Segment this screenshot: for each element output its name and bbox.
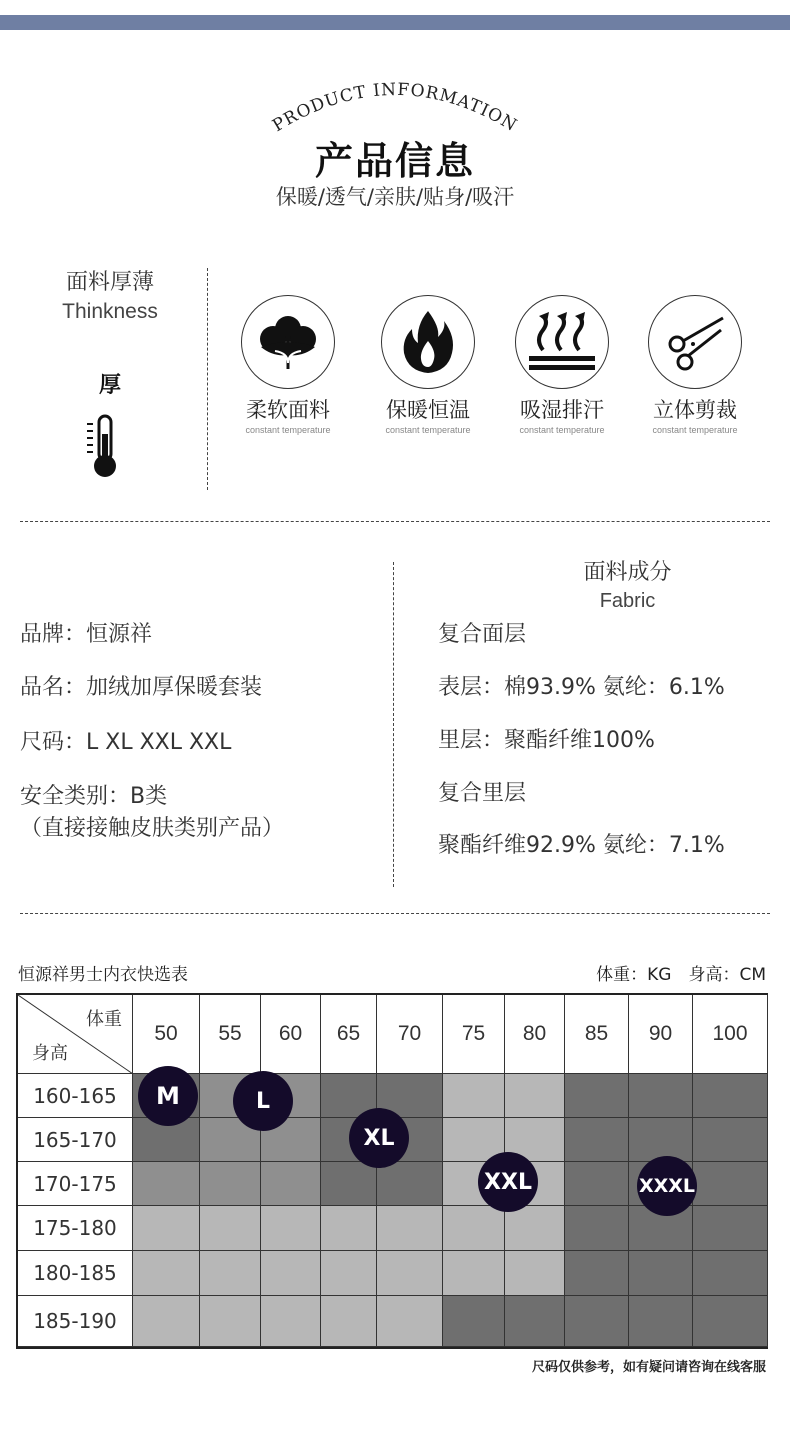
size-cell (261, 1296, 321, 1347)
feature-sublabel: constant temperature (385, 425, 471, 435)
corner-weight-label: 体重 (86, 1009, 122, 1030)
size-cell (321, 1206, 377, 1251)
size-cell (565, 1206, 629, 1251)
size-badge-xl: XL (349, 1108, 409, 1168)
size-cell (443, 1251, 505, 1296)
size-cell (505, 1251, 565, 1296)
spec-product-name: 品名：加绒加厚保暖套装 (20, 675, 263, 700)
weight-header: 80 (505, 995, 565, 1074)
weight-header: 75 (443, 995, 505, 1074)
size-cell (629, 1118, 693, 1162)
size-cell (629, 1296, 693, 1347)
thermometer-icon (83, 414, 123, 480)
size-cell (261, 1206, 321, 1251)
scissors-icon (663, 310, 727, 374)
size-badge-m: M (138, 1066, 198, 1126)
size-cell (443, 1296, 505, 1347)
feature-warmth (366, 295, 490, 435)
weight-header: 55 (200, 995, 261, 1074)
height-header: 160-165 (18, 1074, 133, 1118)
weight-header: 70 (377, 995, 443, 1074)
product-information-arc-text (0, 60, 790, 140)
size-note: 尺码仅供参考，如有疑问请咨询在线客服 (531, 1360, 766, 1375)
size-cell (565, 1251, 629, 1296)
size-cell (565, 1296, 629, 1347)
size-cell (200, 1162, 261, 1206)
page-subtitle: 保暖/透气/亲肤/贴身/吸汗 (275, 185, 515, 209)
table-corner-header (18, 995, 133, 1074)
fabric-line: 复合里层 (438, 781, 527, 806)
size-table-units: 体重：KG 身高：CM (596, 965, 766, 985)
specs-divider (393, 562, 394, 887)
cotton-icon (253, 307, 323, 377)
size-cell (565, 1074, 629, 1118)
weight-header: 90 (629, 995, 693, 1074)
section-divider (20, 521, 770, 522)
feature-sublabel: constant temperature (245, 425, 331, 435)
size-cell (443, 1206, 505, 1251)
size-cell (565, 1162, 629, 1206)
fabric-line: 表层：棉93.9% 氨纶：6.1% (438, 675, 725, 700)
spec-brand: 品牌：恒源祥 (20, 622, 153, 647)
size-cell (505, 1206, 565, 1251)
height-header: 185-190 (18, 1296, 133, 1347)
thickness-label-cn: 面料厚薄 (65, 270, 154, 295)
fabric-line: 里层：聚酯纤维100% (438, 728, 655, 753)
size-cell (321, 1296, 377, 1347)
size-cell (629, 1074, 693, 1118)
size-cell (321, 1162, 377, 1206)
size-cell (200, 1251, 261, 1296)
size-cell (133, 1206, 200, 1251)
size-table-title: 恒源祥男士内衣快选表 (18, 965, 188, 985)
height-header: 170-175 (18, 1162, 133, 1206)
fabric-line: 复合面层 (438, 622, 527, 647)
size-cell (133, 1162, 200, 1206)
size-cell (693, 1296, 768, 1347)
feature-label: 保暖恒温 (386, 398, 470, 422)
size-cell (133, 1296, 200, 1347)
weight-header: 85 (565, 995, 629, 1074)
size-cell (693, 1162, 768, 1206)
size-badge-xxl: XXL (478, 1152, 538, 1212)
fabric-title-en: Fabric (599, 590, 656, 612)
spec-safety: 安全类别：B类 (20, 784, 168, 809)
size-badge-l: L (233, 1071, 293, 1131)
size-cell (505, 1074, 565, 1118)
size-cell (377, 1206, 443, 1251)
thickness-value: 厚 (98, 373, 121, 398)
fabric-title-cn: 面料成分 (583, 560, 672, 585)
size-badge-xxxl: XXXL (637, 1156, 697, 1216)
size-cell (505, 1296, 565, 1347)
size-cell (565, 1118, 629, 1162)
size-cell (629, 1251, 693, 1296)
size-cell (693, 1118, 768, 1162)
top-accent-bar (0, 15, 790, 30)
size-cell (133, 1251, 200, 1296)
spec-sizes: 尺码：L XL XXL XXL (20, 730, 232, 755)
spec-safety-note: （直接接触皮肤类别产品） (20, 816, 285, 841)
size-cell (377, 1162, 443, 1206)
size-cell (377, 1251, 443, 1296)
height-header: 180-185 (18, 1251, 133, 1296)
weight-header: 50 (133, 995, 200, 1074)
size-cell (200, 1296, 261, 1347)
size-cell (377, 1296, 443, 1347)
feature-soft-fabric (226, 295, 350, 435)
height-header: 165-170 (18, 1118, 133, 1162)
size-cell (693, 1251, 768, 1296)
feature-sublabel: constant temperature (652, 425, 738, 435)
size-cell (693, 1206, 768, 1251)
size-cell (200, 1206, 261, 1251)
svg-text:PRODUCT INFORMATION: PRODUCT INFORMATION (269, 79, 521, 137)
fabric-line: 聚酯纤维92.9% 氨纶：7.1% (438, 833, 725, 858)
size-cell (261, 1162, 321, 1206)
feature-label: 吸湿排汗 (520, 398, 604, 422)
size-cell (693, 1074, 768, 1118)
feature-label: 柔软面料 (246, 398, 330, 422)
thickness-divider (207, 268, 208, 490)
feature-sublabel: constant temperature (519, 425, 605, 435)
page-title: 产品信息 (314, 139, 475, 183)
feature-3d-cut (633, 295, 757, 435)
size-cell (443, 1074, 505, 1118)
height-header: 175-180 (18, 1206, 133, 1251)
feature-moisture-wicking (500, 295, 624, 435)
size-cell (261, 1251, 321, 1296)
feature-label: 立体剪裁 (653, 398, 737, 422)
thickness-label-en: Thinkness (62, 300, 158, 323)
size-cell (321, 1251, 377, 1296)
corner-height-label: 身高 (32, 1043, 68, 1064)
weight-header: 60 (261, 995, 321, 1074)
section-divider (20, 913, 770, 914)
weight-header: 65 (321, 995, 377, 1074)
size-chart-table (16, 993, 768, 1349)
weight-header: 100 (693, 995, 768, 1074)
flame-icon (398, 307, 458, 377)
heat-waves-icon (525, 310, 599, 374)
